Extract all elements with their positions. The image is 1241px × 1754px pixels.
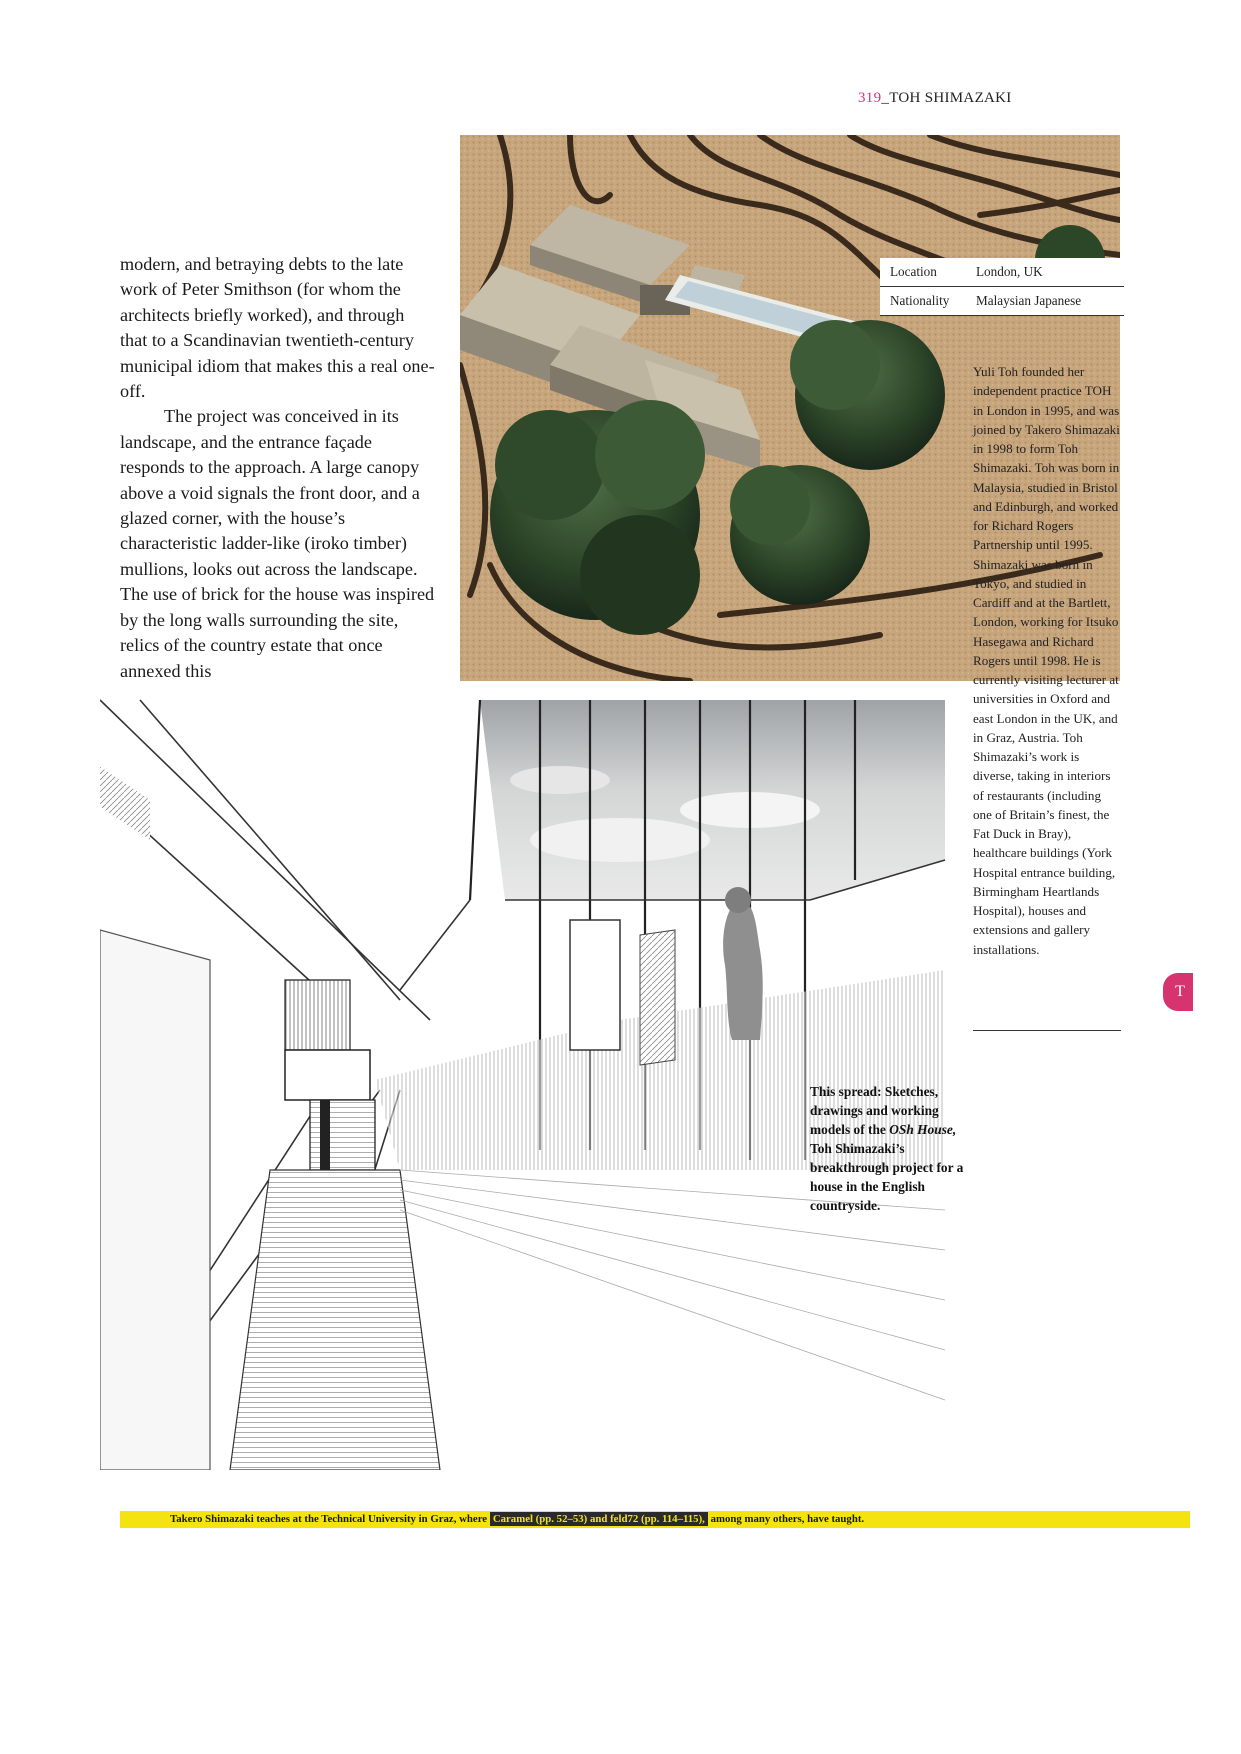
body-text-column (120, 252, 435, 684)
info-row-nationality (880, 287, 1124, 316)
info-label-nationality: Nationality (890, 293, 950, 308)
footer-text-pre: Takero Shimazaki teaches at the Technical University in Graz, where (170, 1513, 490, 1525)
info-label-location: Location (890, 264, 937, 279)
running-head-separator: _ (881, 90, 890, 106)
perspective-sketch (100, 690, 950, 1470)
figure-caption (810, 1082, 968, 1215)
body-paragraph-1: modern, and betraying debts to the late work of Peter Smithson (for whom the architects briefly worked), and through that to a Scandinavian twentieth-century municipal idiom that makes this a real one-off. (120, 254, 435, 402)
info-row-location (880, 258, 1124, 287)
section-tab-marker: T (1163, 973, 1193, 1011)
perspective-sketch-illustration (100, 690, 950, 1470)
body-paragraph-2: The project was conceived in its landscape, and the entrance façade responds to the approach. A large canopy above a void signals the front door, and a glazed corner, with the house’s characteristic ladder-like (iroko timber) mullions, looks out across the landscape. The use of brick for the house was inspired by the long walls surrounding the site, relics of the country estate that once annexed this (120, 406, 435, 681)
caption-project-title: OSh House, (889, 1122, 957, 1137)
bio-bottom-rule (973, 1030, 1121, 1031)
footer-text-post: among many others, have taught. (707, 1513, 865, 1525)
footer-cross-reference: Caramel (pp. 52–53) and feld72 (pp. 114–115), (490, 1512, 708, 1526)
info-value-nationality: Malaysian Japanese (976, 293, 1082, 308)
architect-bio: Yuli Toh founded her independent practice TOH in London in 1995, and was joined by Takero Shimazaki in 1998 to form Toh Shimazaki. Toh was born in Malaysia, studied in Bristol and Edinburgh, and worked for Richard Rogers Partnership until 1995. Shimazaki was born in Tokyo, and studied in Cardiff and at the Bartlett, London, working for Itsuko Hasegawa and Richard Rogers until 1998. He is currently visiting lecturer at universities in Oxford and east London in the UK, and in Graz, Austria. Toh Shimazaki’s work is diverse, taking in interiors of restaurants (including one of Britain’s finest, the Fat Duck in Bray), healthcare buildings (York Hospital entrance building, Birmingham Heartlands Hospital), houses and extensions and gallery installations. (973, 364, 1120, 957)
caption-prefix: This spread: Sketches, drawings and working models of the (810, 1084, 939, 1137)
page-number: 319 (858, 90, 882, 106)
running-head (858, 90, 1158, 107)
info-value-location: London, UK (976, 264, 1043, 279)
info-table (880, 258, 1124, 316)
section-title: TOH SHIMAZAKI (889, 90, 1012, 106)
caption-suffix: Toh Shimazaki’s breakthrough project for a house in the English countryside. (810, 1141, 964, 1213)
footer-bar (120, 1511, 1190, 1528)
